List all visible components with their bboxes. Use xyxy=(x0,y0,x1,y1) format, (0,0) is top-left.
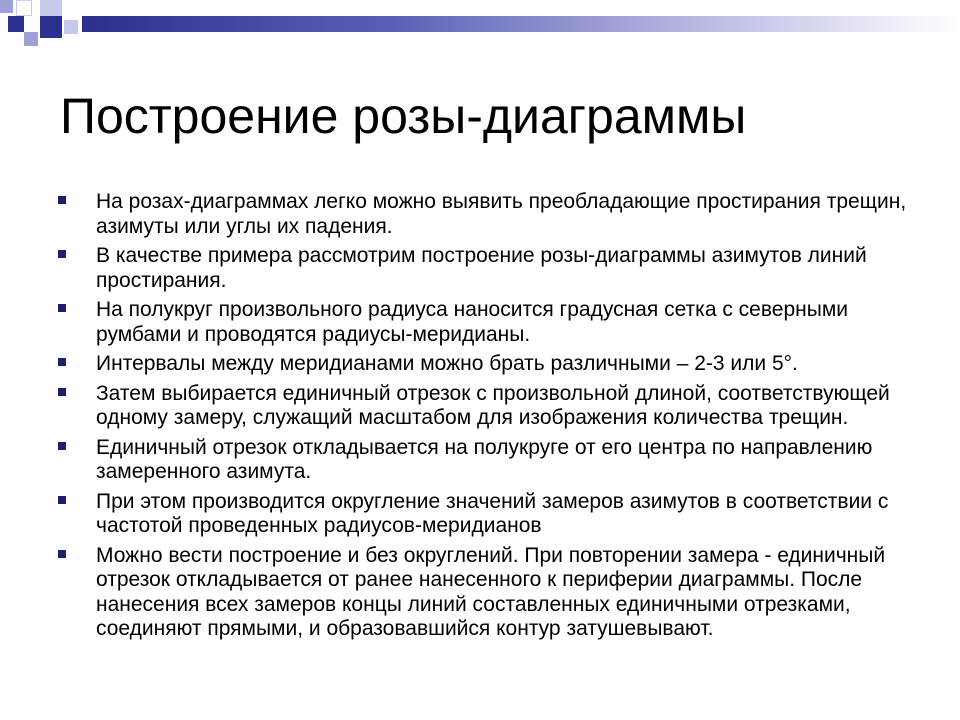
square-bullet-icon xyxy=(58,550,66,558)
bullet-item xyxy=(56,298,916,347)
square-bullet-icon xyxy=(58,196,66,204)
bullet-text: Единичный отрезок откладывается на полукруге от его центра по направлению замеренного азимута. xyxy=(96,435,873,483)
decorative-square xyxy=(16,0,32,16)
square-bullet-icon xyxy=(58,496,66,504)
bullet-text: Интервалы между меридианами можно брать различными – 2-3 или 5°. xyxy=(96,352,798,375)
square-bullet-icon xyxy=(58,442,66,450)
bullet-item xyxy=(56,244,916,293)
bullet-text: Затем выбирается единичный отрезок с произвольной длиной, соответствующей одному замеру, служащий масштабом для изображения количества трещин. xyxy=(96,381,890,429)
bullet-item xyxy=(56,190,916,239)
bullet-text: В качестве примера рассмотрим построение розы-диаграммы азимутов линий простирания. xyxy=(96,244,867,292)
bullet-item xyxy=(56,544,916,642)
bullet-item xyxy=(56,382,916,431)
slide-title: Построение розы-диаграммы xyxy=(60,88,747,144)
bullet-item xyxy=(56,352,916,377)
decorative-square xyxy=(0,0,13,13)
decorative-square xyxy=(40,0,62,16)
decorative-square xyxy=(8,16,24,32)
bullet-text: На полукруг произвольного радиуса наносится градусная сетка с северными румбами и проводятся радиусы-меридианы. xyxy=(96,298,848,346)
decorative-square xyxy=(64,20,78,34)
bullet-list xyxy=(56,190,916,647)
bullet-item xyxy=(56,490,916,539)
square-bullet-icon xyxy=(58,358,66,366)
square-bullet-icon xyxy=(58,250,66,258)
bullet-text: При этом производится округление значений замеров азимутов в соответствии с частотой проведенных радиусов-меридианов xyxy=(96,489,889,537)
bullet-item xyxy=(56,436,916,485)
square-bullet-icon xyxy=(58,304,66,312)
bullet-text: Можно вести построение и без округлений. При повторении замера - единичный отрезок откладывается от ранее нанесенного к периферии диаграммы. После нанесения всех замеров концы линий составленных единичными отрезками, соединяют прямыми, и образовавшийся контур затушевывают. xyxy=(96,543,886,640)
decorative-square xyxy=(40,16,62,38)
decorative-gradient-bar xyxy=(82,16,960,32)
square-bullet-icon xyxy=(58,388,66,396)
bullet-text: На розах-диаграммах легко можно выявить преобладающие простирания трещин, азимуты или углы их падения. xyxy=(96,190,907,238)
decorative-square xyxy=(24,32,38,46)
